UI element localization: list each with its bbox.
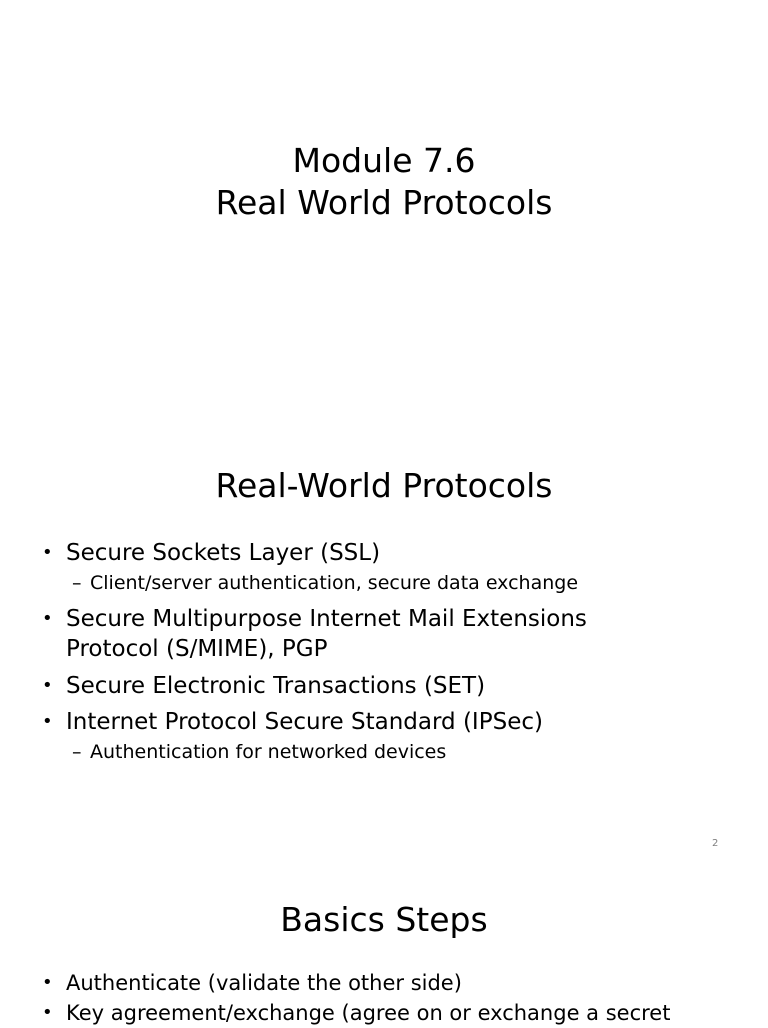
sub-bullet-marker: – <box>72 572 82 594</box>
sub-bullet-marker: – <box>72 741 82 763</box>
slide-2 <box>0 420 768 860</box>
sub-bullet-item <box>42 570 742 596</box>
slide-1 <box>0 0 768 420</box>
slide-1-title-line-2: Real World Protocols <box>215 183 553 222</box>
bullet-text: Internet Protocol Secure Standard (IPSec) <box>66 709 543 735</box>
bullet-text: Secure Sockets Layer (SSL) <box>66 540 381 566</box>
bullet-text: Authenticate (validate the other side) <box>66 971 462 995</box>
sub-bullet-item <box>42 739 742 765</box>
bullet-item <box>42 604 742 664</box>
slide-1-title <box>0 140 768 224</box>
sub-bullet-text: Authentication for networked devices <box>90 741 447 763</box>
slide-3-title: Basics Steps <box>280 900 488 939</box>
bullet-text-line-2: Protocol (S/MIME), PGP <box>66 636 328 662</box>
sub-bullet-text: Client/server authentication, secure data exchange <box>90 572 579 594</box>
slide-3-bullet-list <box>42 968 742 1028</box>
bullet-item <box>42 968 742 998</box>
slide-2-title: Real-World Protocols <box>215 466 553 505</box>
slide-3 <box>0 860 768 1024</box>
bullet-item <box>42 538 742 568</box>
slide-2-bullet-list <box>42 538 742 765</box>
bullet-text: Key agreement/exchange (agree on or exchange a secret <box>66 1001 671 1025</box>
bullet-item <box>42 671 742 701</box>
bullet-text-line-1: • Secure Multipurpose Internet Mail Extensions <box>66 606 587 632</box>
slide-1-title-line-1: Module 7.6 <box>292 141 476 180</box>
page-number: 2 <box>712 838 719 849</box>
bullet-text: Secure Electronic Transactions (SET) <box>66 673 486 699</box>
bullet-item <box>42 707 742 737</box>
